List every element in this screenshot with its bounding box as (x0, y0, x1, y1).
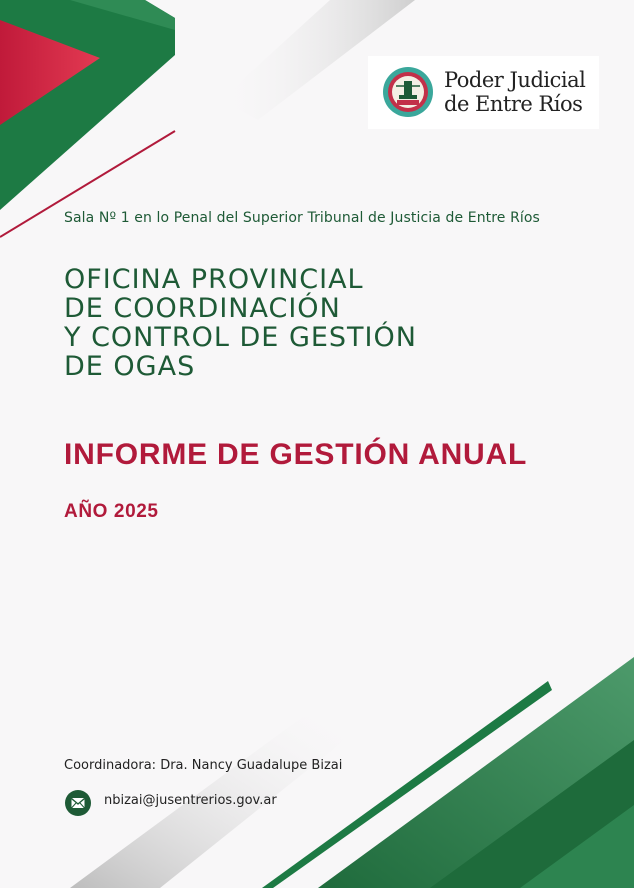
office-line-3: Y CONTROL DE GESTIÓN (64, 322, 417, 353)
logo-line-1: Poder Judicial (444, 68, 586, 92)
coordinator: Coordinadora: Dra. Nancy Guadalupe Bizai (64, 758, 343, 773)
logo-box (368, 56, 599, 129)
office-line-1: OFICINA PROVINCIAL (64, 264, 364, 295)
office-title (64, 265, 417, 381)
court-seal-icon (382, 66, 434, 118)
office-line-4: DE OGAS (64, 351, 196, 382)
envelope-icon (65, 790, 91, 816)
report-year: AÑO 2025 (64, 501, 159, 522)
email-link[interactable]: nbizai@jusentrerios.gov.ar (104, 793, 277, 808)
report-title: INFORME DE GESTIÓN ANUAL (64, 438, 528, 471)
subtitle: Sala Nº 1 en lo Penal del Superior Tribunal de Justicia de Entre Ríos (64, 210, 540, 226)
office-line-2: DE COORDINACIÓN (64, 293, 341, 324)
logo-text (444, 68, 585, 116)
logo-line-2: de Entre Ríos (444, 92, 583, 116)
